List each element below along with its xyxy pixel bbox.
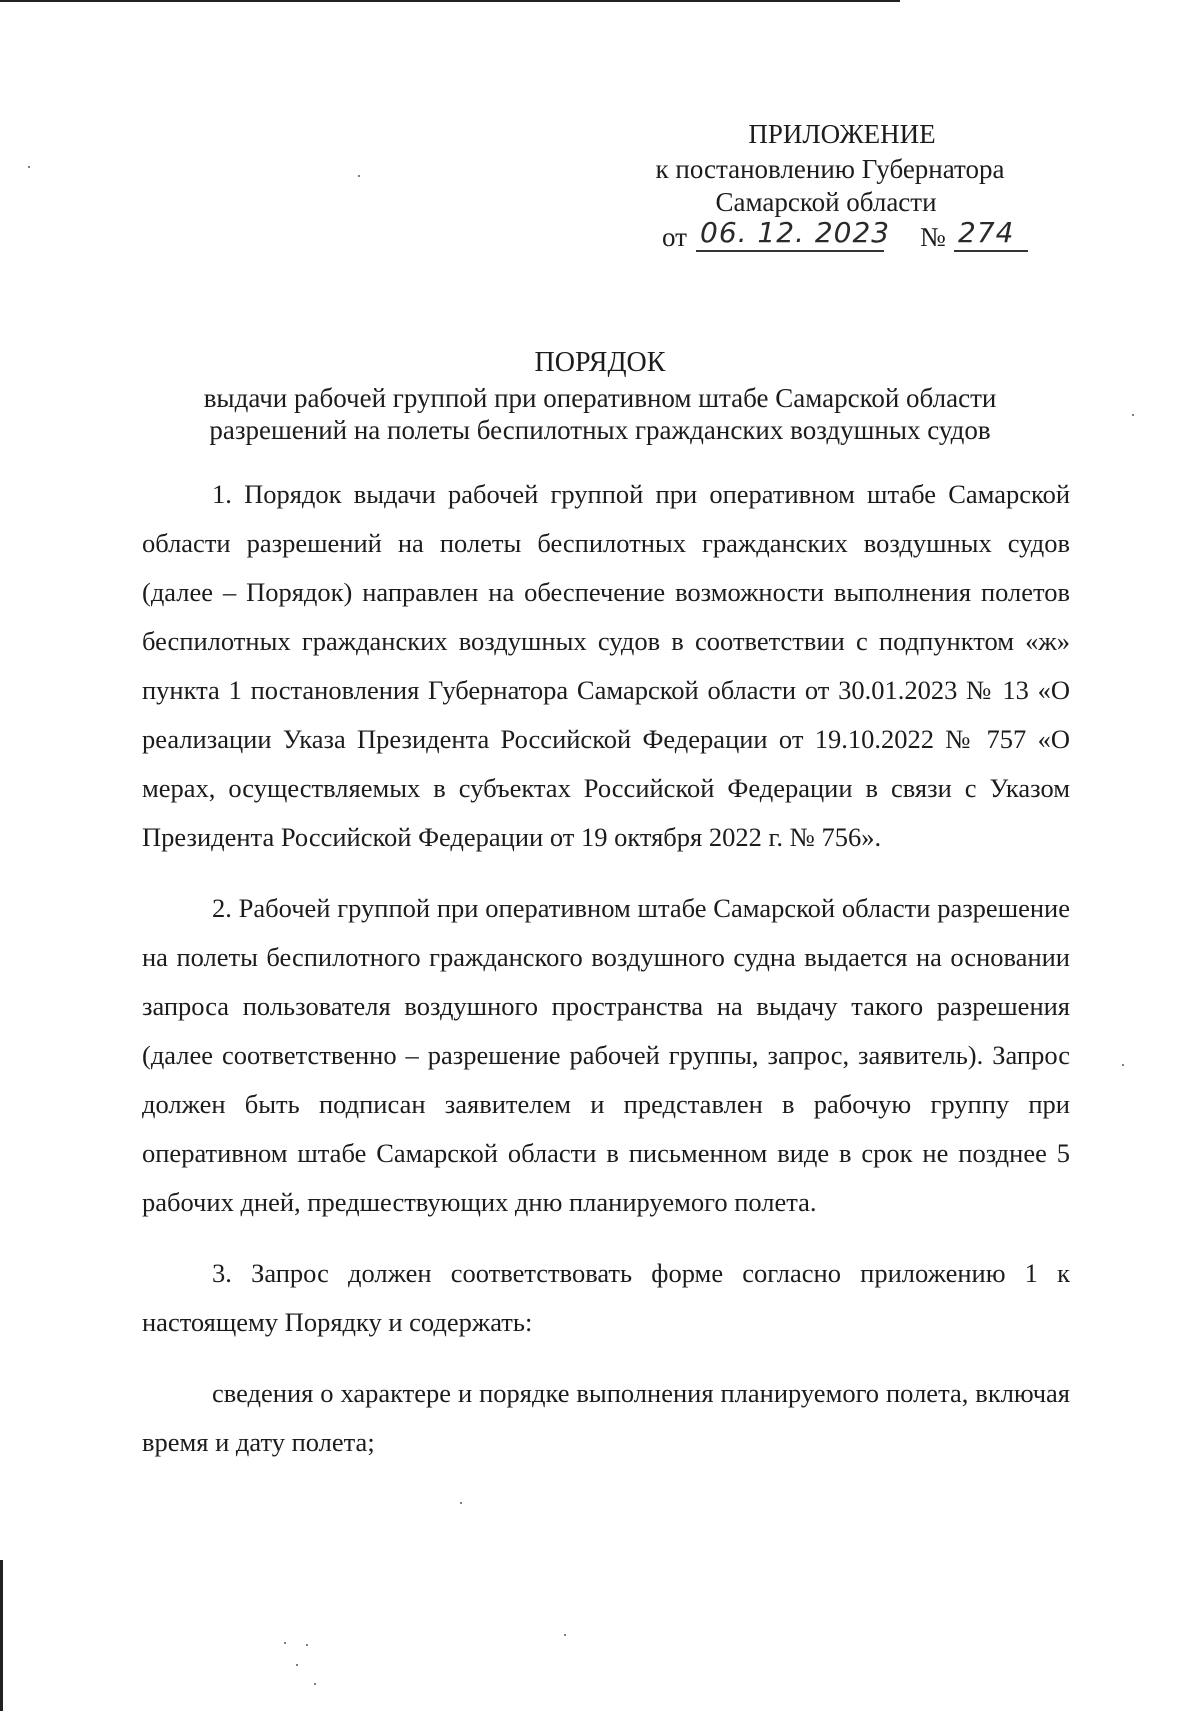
- appendix-line-1: к постановлению Губернатора: [655, 154, 1005, 184]
- paragraph-1: 1. Порядок выдачи рабочей группой при оперативном штабе Самарской области разрешений на полеты беспилотных гражданских воздушных судов (далее – Порядок) направлен на обеспечение возможности выполнения полетов беспилотных гражданских воздушных судов в соответствии с подпунктом «ж» пункта 1 постановления Губернатора Самарской области от 30.01.2023 № 13 «О реализации Указа Президента Российской Федерации от 19.10.2022 № 757 «О мерах, осуществляемых в субъектах Российской Федерации в связи с Указом Президента Российской Федерации от 19 октября 2022 г. № 756».: [142, 479, 1070, 852]
- scan-speck: [314, 1683, 316, 1685]
- scan-speck: [358, 175, 360, 177]
- scan-speck: [306, 1644, 308, 1646]
- date-prefix: от: [662, 222, 687, 252]
- scan-speck: [1132, 414, 1134, 416]
- document-subtitle-line-1: выдачи рабочей группой при оперативном штабе Самарской области: [203, 383, 997, 413]
- scan-edge-left: [0, 1560, 3, 1711]
- scan-speck: [460, 1502, 462, 1504]
- number-underline: [954, 250, 1028, 252]
- scan-speck: [296, 1664, 298, 1666]
- scan-speck: [564, 1634, 566, 1636]
- paragraph-2: 2. Рабочей группой при оперативном штабе Самарской области разрешение на полеты беспилотного гражданского воздушного судна выдается на основании запроса пользователя воздушного пространства на выдачу такого разрешения (далее соответственно – разрешение рабочей группы, запрос, заявитель). Запрос должен быть подписан заявителем и представлен в рабочую группу при оперативном штабе Самарской области в письменном виде в срок не позднее 5 рабочих дней, предшествующих дню планируемого полета.: [142, 893, 1070, 1217]
- scan-speck: [284, 1642, 286, 1644]
- paragraph-4: сведения о характере и порядке выполнения планируемого полета, включая время и дату полета;: [142, 1378, 1070, 1457]
- scan-speck: [28, 166, 30, 168]
- handwritten-number: 274: [958, 216, 1015, 249]
- paragraph-3: 3. Запрос должен соответствовать форме согласно приложению 1 к настоящему Порядку и содержать:: [142, 1258, 1070, 1337]
- scan-edge-top: [0, 0, 900, 2]
- document-subtitle-line-2: разрешений на полеты беспилотных гражданских воздушных судов: [209, 415, 991, 445]
- date-underline: [696, 250, 884, 252]
- handwritten-date: 06. 12. 2023: [700, 216, 891, 249]
- appendix-line-2: Самарской области: [715, 187, 937, 217]
- document-heading: ПОРЯДОК: [534, 347, 666, 378]
- appendix-date-line: [662, 214, 1062, 254]
- document-body: [142, 470, 1070, 1467]
- appendix-title: ПРИЛОЖЕНИЕ: [748, 119, 936, 149]
- number-prefix: №: [920, 222, 946, 252]
- scan-speck: [1122, 1064, 1124, 1066]
